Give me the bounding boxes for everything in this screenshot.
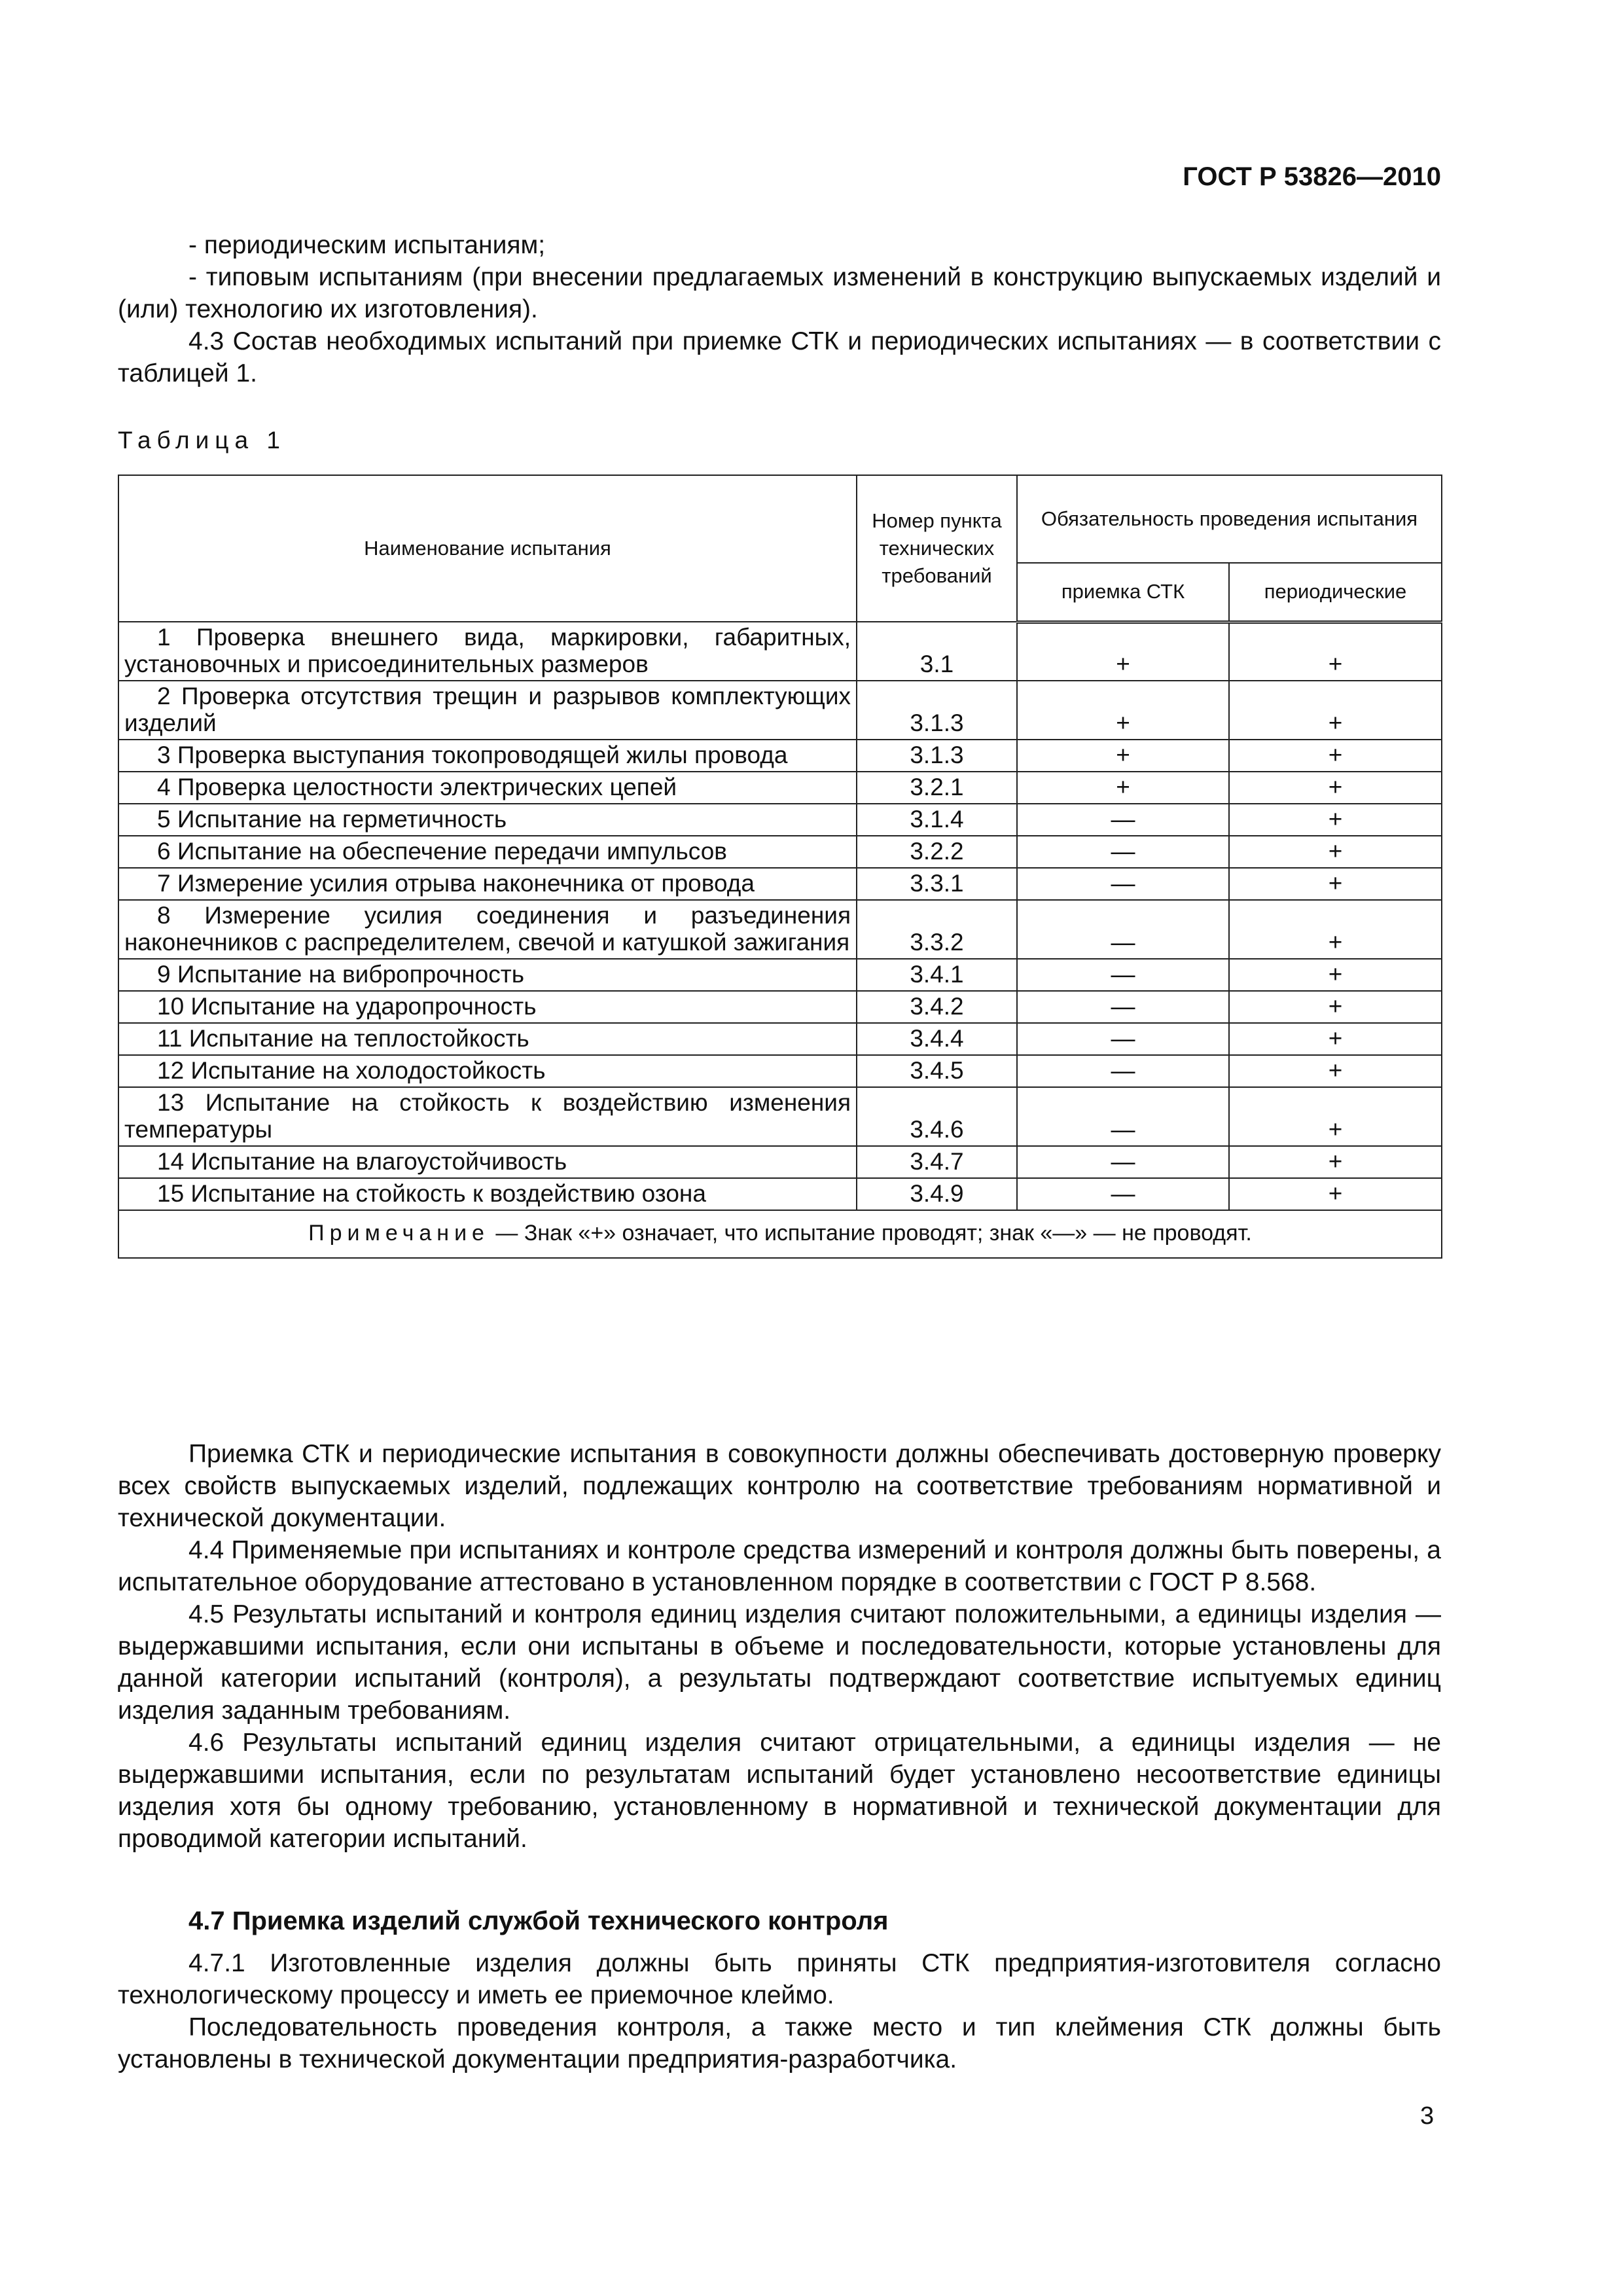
periodic-cell: + xyxy=(1229,1178,1442,1210)
acceptance-cell: — xyxy=(1017,959,1229,991)
test-name-cell: 2 Проверка отсутствия трещин и разрывов комплектующих изделий xyxy=(118,681,857,740)
tests-table xyxy=(118,475,1442,1259)
test-name-cell: 1 Проверка внешнего вида, маркировки, габаритных, установочных и присоединительных размеров xyxy=(118,622,857,681)
table-row xyxy=(118,740,1442,772)
body-text xyxy=(118,1438,1441,1855)
test-name-cell: 11 Испытание на теплостойкость xyxy=(118,1023,857,1055)
table-row xyxy=(118,900,1442,959)
test-name-cell: 3 Проверка выступания токопроводящей жилы провода xyxy=(118,740,857,772)
test-name-cell: 13 Испытание на стойкость к воздействию изменения температуры xyxy=(118,1087,857,1146)
acceptance-cell: — xyxy=(1017,1055,1229,1087)
clause-cell: 3.1.3 xyxy=(857,740,1017,772)
periodic-cell: + xyxy=(1229,772,1442,804)
table-row xyxy=(118,868,1442,900)
section-paragraph: Последовательность проведения контроля, а также место и тип клеймения СТК должны быть установлены в технической документации предприятия-разработчика. xyxy=(118,2013,1441,2073)
intro-paragraph: - периодическим испытаниям; xyxy=(188,231,546,259)
clause-cell: 3.1 xyxy=(857,622,1017,681)
acceptance-cell: — xyxy=(1017,836,1229,868)
clause-cell: 3.4.4 xyxy=(857,1023,1017,1055)
acceptance-cell: + xyxy=(1017,681,1229,740)
table-row xyxy=(118,991,1442,1023)
acceptance-cell: — xyxy=(1017,1146,1229,1178)
test-name-cell: 6 Испытание на обеспечение передачи импульсов xyxy=(118,836,857,868)
clause-cell: 3.1.3 xyxy=(857,681,1017,740)
table-row xyxy=(118,622,1442,681)
table-row xyxy=(118,1087,1442,1146)
intro-paragraph: 4.3 Состав необходимых испытаний при приемке СТК и периодических испытаниях — в соответствии с таблицей 1. xyxy=(118,327,1441,387)
intro-paragraph: - типовым испытаниям (при внесении предлагаемых изменений в конструкцию выпускаемых изделий и (или) технологию их изготовления). xyxy=(118,263,1441,323)
table-row xyxy=(118,1178,1442,1210)
test-name-cell: 5 Испытание на герметичность xyxy=(118,804,857,836)
table-row xyxy=(118,836,1442,868)
header-acceptance: приемка СТК xyxy=(1017,563,1229,622)
table-note xyxy=(118,1210,1442,1258)
clause-cell: 3.4.1 xyxy=(857,959,1017,991)
periodic-cell: + xyxy=(1229,1055,1442,1087)
table-row xyxy=(118,1023,1442,1055)
periodic-cell: + xyxy=(1229,622,1442,681)
periodic-cell: + xyxy=(1229,1087,1442,1146)
header-test-name: Наименование испытания xyxy=(118,475,857,622)
periodic-cell: + xyxy=(1229,900,1442,959)
test-name-cell: 10 Испытание на ударопрочность xyxy=(118,991,857,1023)
header-obligation: Обязательность проведения испытания xyxy=(1017,475,1442,563)
section-heading: 4.7 Приемка изделий службой технического контроля xyxy=(188,1907,889,1935)
body-paragraph: Приемка СТК и периодические испытания в совокупности должны обеспечивать достоверную проверку всех свойств выпускаемых изделий, подлежащих контролю на соответствие требованиям нормативной и технической документации. xyxy=(118,1440,1441,1532)
clause-cell: 3.1.4 xyxy=(857,804,1017,836)
periodic-cell: + xyxy=(1229,1023,1442,1055)
acceptance-cell: — xyxy=(1017,804,1229,836)
test-name-cell: 14 Испытание на влагоустойчивость xyxy=(118,1146,857,1178)
periodic-cell: + xyxy=(1229,991,1442,1023)
clause-cell: 3.3.2 xyxy=(857,900,1017,959)
periodic-cell: + xyxy=(1229,740,1442,772)
acceptance-cell: + xyxy=(1017,622,1229,681)
clause-cell: 3.4.2 xyxy=(857,991,1017,1023)
periodic-cell: + xyxy=(1229,681,1442,740)
test-name-cell: 15 Испытание на стойкость к воздействию озона xyxy=(118,1178,857,1210)
clause-cell: 3.2.1 xyxy=(857,772,1017,804)
test-name-cell: 9 Испытание на вибропрочность xyxy=(118,959,857,991)
table-row xyxy=(118,959,1442,991)
periodic-cell: + xyxy=(1229,1146,1442,1178)
clause-cell: 3.4.6 xyxy=(857,1087,1017,1146)
acceptance-cell: — xyxy=(1017,1023,1229,1055)
clause-cell: 3.2.2 xyxy=(857,836,1017,868)
clause-cell: 3.4.7 xyxy=(857,1146,1017,1178)
test-name-cell: 12 Испытание на холодостойкость xyxy=(118,1055,857,1087)
clause-cell: 3.4.5 xyxy=(857,1055,1017,1087)
body-paragraph: 4.4 Применяемые при испытаниях и контроле средства измерений и контроля должны быть поверены, а испытательное оборудование аттестовано в установленном порядке в соответствии с ГОСТ Р 8.568. xyxy=(118,1536,1441,1596)
acceptance-cell: + xyxy=(1017,772,1229,804)
body-paragraph: 4.6 Результаты испытаний единиц изделия считают отрицательными, а единицы изделия — не выдержавшими испытания, если по результатам испытаний будет установлено несоответствие единицы изделия хотя бы одному требованию, установленному в нормативной и технической документации для проводимой категории испытаний. xyxy=(118,1729,1441,1853)
intro-text xyxy=(118,229,1441,389)
periodic-cell: + xyxy=(1229,804,1442,836)
table-row xyxy=(118,1055,1442,1087)
periodic-cell: + xyxy=(1229,868,1442,900)
acceptance-cell: — xyxy=(1017,900,1229,959)
test-name-cell: 4 Проверка целостности электрических цепей xyxy=(118,772,857,804)
clause-cell: 3.3.1 xyxy=(857,868,1017,900)
document-id: ГОСТ Р 53826—2010 xyxy=(1183,162,1441,191)
acceptance-cell: — xyxy=(1017,991,1229,1023)
section-paragraph: 4.7.1 Изготовленные изделия должны быть приняты СТК предприятия-изготовителя согласно технологическому процессу и иметь ее приемочное клеймо. xyxy=(118,1949,1441,2009)
periodic-cell: + xyxy=(1229,959,1442,991)
table-caption: Таблица 1 xyxy=(118,427,286,454)
note-label: Примечание xyxy=(308,1221,490,1246)
test-name-cell: 7 Измерение усилия отрыва наконечника от провода xyxy=(118,868,857,900)
section-text xyxy=(118,1947,1441,2075)
body-paragraph: 4.5 Результаты испытаний и контроля единиц изделия считают положительными, а единицы изделия — выдержавшими испытания, если они испытаны в объеме и последовательности, которые установлены для данной категории испытаний (контроля), а результаты подтверждают соответствие испытуемых единиц изделия заданным требованиям. xyxy=(118,1600,1441,1725)
header-clause-number: Номер пункта технических требований xyxy=(857,475,1017,622)
page-number: 3 xyxy=(1420,2102,1435,2130)
table-row xyxy=(118,804,1442,836)
test-name-cell: 8 Измерение усилия соединения и разъединения наконечников с распределителем, свечой и катушкой зажигания xyxy=(118,900,857,959)
periodic-cell: + xyxy=(1229,836,1442,868)
acceptance-cell: — xyxy=(1017,1178,1229,1210)
acceptance-cell: + xyxy=(1017,740,1229,772)
acceptance-cell: — xyxy=(1017,1087,1229,1146)
acceptance-cell: — xyxy=(1017,868,1229,900)
table-row xyxy=(118,681,1442,740)
table-row xyxy=(118,772,1442,804)
header-periodic: периодические xyxy=(1229,563,1442,622)
table-row xyxy=(118,1146,1442,1178)
note-text: — Знак «+» означает, что испытание проводят; знак «—» — не проводят. xyxy=(489,1221,1252,1246)
clause-cell: 3.4.9 xyxy=(857,1178,1017,1210)
